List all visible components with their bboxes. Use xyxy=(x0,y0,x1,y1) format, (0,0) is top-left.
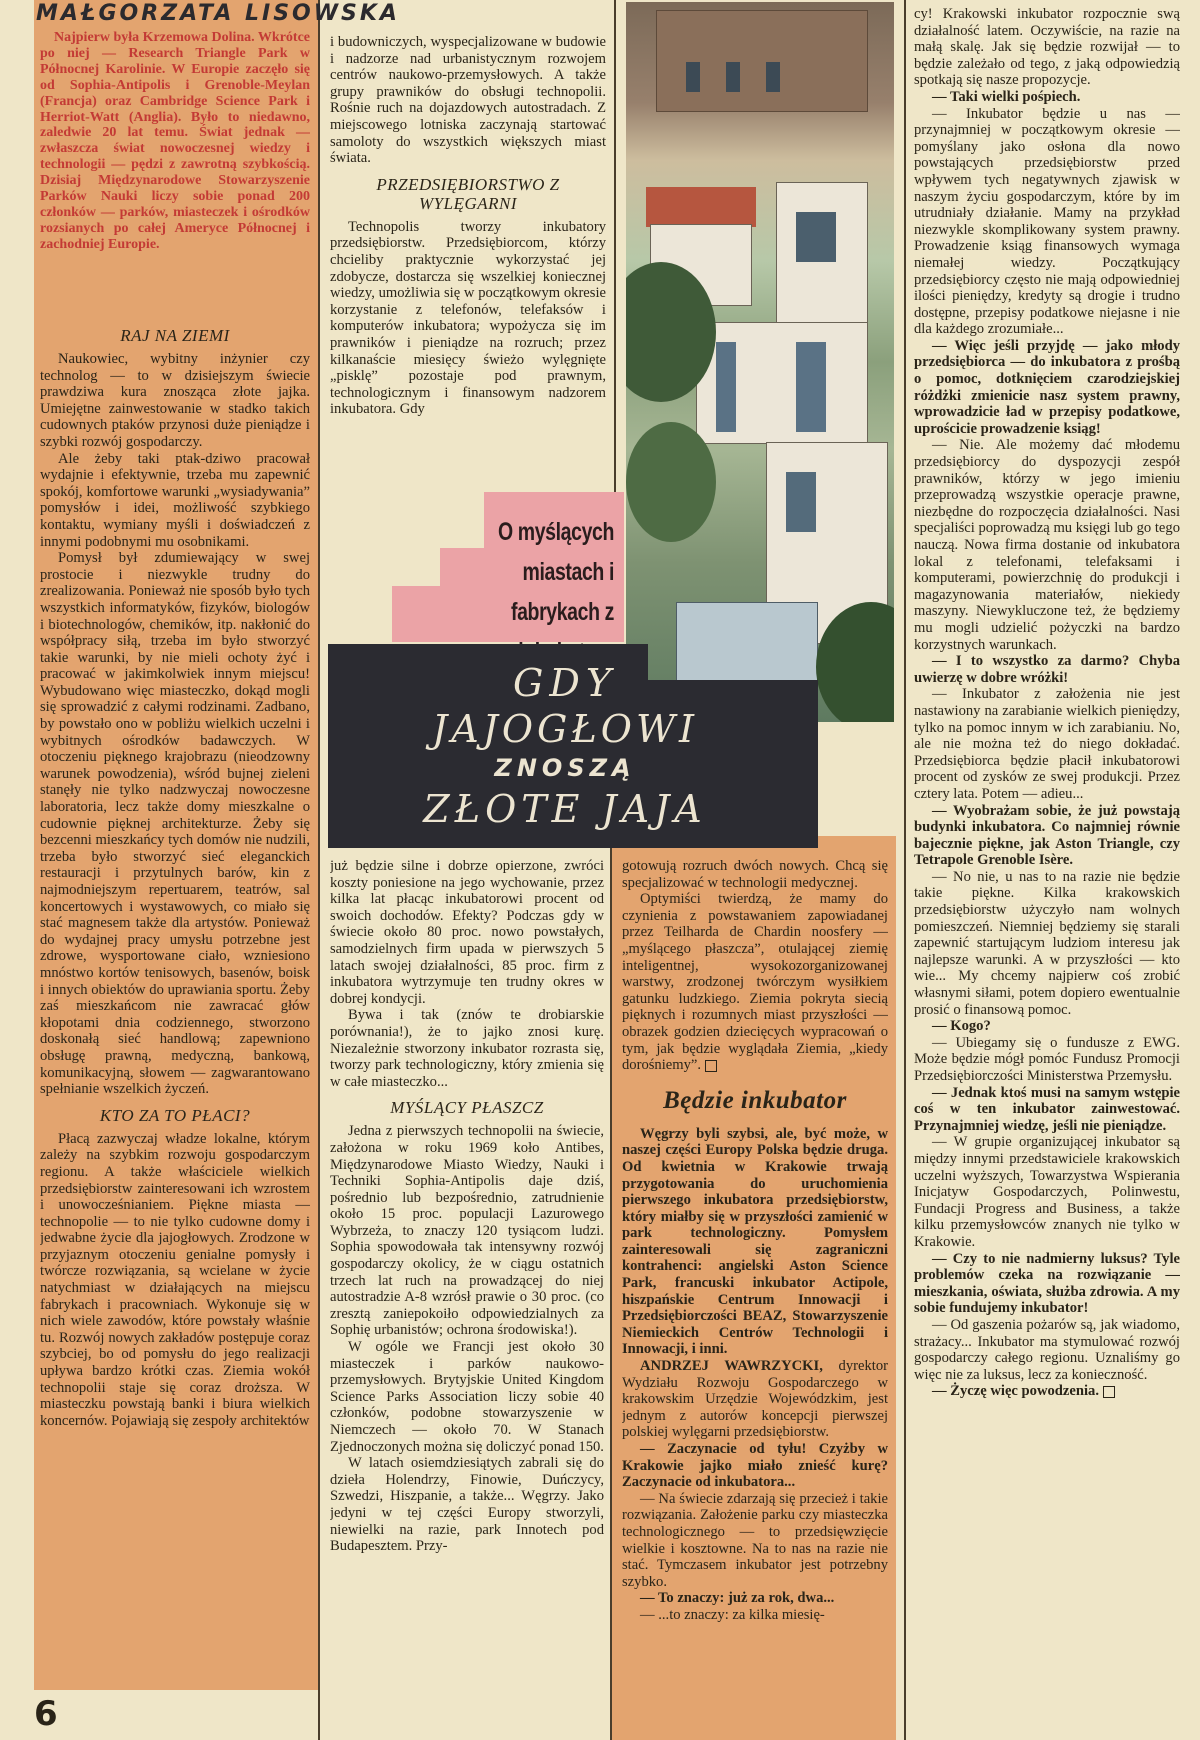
answer xyxy=(914,1317,1180,1383)
question xyxy=(914,803,1180,869)
paragraph-text: — Jednak ktoś musi na samym wstępie coś w ten inkubator zainwestować. Przynajmniej wiedzę, jeśli nie pieniądze. xyxy=(914,1084,1180,1134)
paragraph-text: cy! Krakowski inkubator rozpocznie swą działalność latem. Oczywiście, na razie na małą skalę. Jak się będzie rozwijał — to będzie zależało od tego, z jaką odpowiedzią spotkają się nasze propozycje. xyxy=(914,6,1180,89)
paragraph: Jedna z pierwszych technopolii na świecie, założona w roku 1969 koło Antibes, Międzynarodowe Miasto Wiedzy, Nauki i Techniki Sophia-Antipolis daje dziś, pośrednio lub bezpośrednio, zatrudnienie około 15 proc. populacji Lazurowego Wybrzeża, to znaczy 120 tysiącom ludzi. Sophia spowodowała tak intensywny rozwój gospodarczy okolicy, że w ciągu ostatnich trzech lat ruch na prowadzącej do niej autostradzie A-8 wzrósł prawie o 30 proc. (co zresztą zaniepokoiło odpowiedzialnych za Sophię urbanistów; ochrona środowiska!). xyxy=(330,1123,604,1339)
author-byline: MAŁGORZATA LISOWSKA xyxy=(36,1,400,26)
paragraph-text: — Ubiegamy się o fundusze z EWG. Może będzie mógł pomóc Fundusz Promocji Przedsiębiorczości Ministerstwa Przemysłu. xyxy=(914,1034,1180,1084)
paragraph-text: — No nie, u nas to na razie nie będzie takie piękne. Kilka krakowskich przedsiębiorstw użyczyło nam wolnych pomieszczeń. Niemniej będziemy się starali zapewnić startującym ludziom interesu jak najlepsze warunki. A w przyszłości — kto wie... My chcemy najpierw coś zrobić własnymi siłami, potem dopiero ewentualnie prosić o finansową pomoc. xyxy=(914,868,1180,1018)
answer xyxy=(914,1035,1180,1085)
question xyxy=(914,89,1180,106)
question xyxy=(914,1383,1180,1400)
paragraph-text: — Wyobrażam sobie, że już powstają budynki inkubatora. Co najmniej równie bajecznie piękne, jak Aston Triangle, czy Tetrapole Grenoble Isère. xyxy=(914,802,1180,869)
paragraph: Pomysł był zdumiewający w swej prostocie i niezwykle trudny do zrealizowania. Ponieważ nie sposób było tych wszystkich informatyków, fizyków, biologów i biotechnologów, chemików, itp. nakłonić do współpracy siłą, trzeba im było stworzyć takie warunki, by nie mieli ochoty żyć i pracować w jakimkolwiek innym miejscu! Wybudowano więc miasteczko, dokąd mogli się sprowadzić z całymi rodzinami. Zadbano, by powstało ono w pobliżu wielkich uczelni i wybitnych ośrodków badawczych. W otoczeniu pięknego krajobrazu (nieodzowny warunek powodzenia), wśród bujnej zieleni stanęły nie tylko nadzwyczaj nowoczesne laboratoria, lecz także domy mieszkalne o cudownie pięknej architekturze. Żeby się bezcenni mieszkańcy tych domów nie nudzili, trzeba było stworzyć sieć eleganckich restauracji i przytulnych barów, kin z najmodniejszym repertuarem, teatrów, sal koncertowych i wystawowych, co miało się stać magnesem także dla artystów. Ponieważ do wydajnej pracy umysłu potrzebne jest zdrowe, wysportowane ciało, wzniesiono mnóstwo kortów tenisowych, basenów, boisk i innych obiektów do uprawiania sportu. Żeby zaś mieszkańcom nie zawracać głów kłopotami dnia codziennego, stworzono doskonałą sieć handlową; zapewniono obsługę prawną, medyczną, bankową, komunikacyjną, słowem — zagwarantowano spełnianie wszelkich życzeń. xyxy=(40,550,310,1098)
column-2-bottom xyxy=(330,858,604,1690)
question xyxy=(914,1018,1180,1035)
column-rule xyxy=(904,0,906,1740)
paragraph: W ogóle we Francji jest około 30 miasteczek i parków naukowo-przemysłowych. Brytyjskie United Kingdom Science Parks Association liczy sobie 40 członków, podobne stowarzyszenie w Niemczech — około 70. W Stanach Zjednoczonych można się doliczyć ponad 150. xyxy=(330,1339,604,1455)
answer xyxy=(914,869,1180,1018)
answer xyxy=(914,106,1180,338)
answer: — ...to znaczy: za kilka miesię- xyxy=(640,1606,825,1623)
headline-line: JAJOGŁOWI xyxy=(431,707,699,751)
answer xyxy=(914,6,1180,89)
page-number: 6 xyxy=(34,1694,58,1734)
paragraph-text: — Więc jeśli przyjdę — jako młody przedsiębiorca — do inkubatora z prośbą o pomoc, dotknięciem czarodziejskiej różdżki zmienicie nasz system prawny, wprowadzicie ład w przepisy podatkowe, uprościcie prowadzenie ksiąg! xyxy=(914,337,1180,437)
question xyxy=(914,1251,1180,1317)
column-rule xyxy=(318,0,320,1740)
subheading: RAJ NA ZIEMI xyxy=(120,326,230,345)
paragraph: Technopolis tworzy inkubatory przedsiębiorstw. Przedsiębiorcom, którzy chcieliby praktycznie wykorzystać jej zdobycze, dostarcza się wszelkiej koniecznej wiedzy, umożliwia się w początkowym okresie korzystanie z telefonów, telefaksów i komputerów inkubatora; wypożycza się im prawników i pieniądze na rozruch; przez kilkanaście miesięcy świeżo wylęgnięte „pisklę” pozostaje pod prawnym, technologicznym i finansowym nadzorem inkubatora. Gdy xyxy=(330,218,606,418)
column-rule xyxy=(610,836,612,1740)
headline-line: ZNOSZĄ xyxy=(494,754,636,782)
paragraph-text: — Nie. Ale możemy dać młodemu przedsiębiorcy do dyspozycji zespół prawników, którzy w jego imieniu przeprowadzą wszystkie operacje prawne, niezbędne do rozpoczęcia działalności. Nasi specjaliści poprowadzą mu księgi lub go tego nauczą. Nowa firma dostanie od inkubatora lokal z telefonami, telefaksami i komputerami, powierzchnię do produkcji i magazynowania materiałów, niekiedy maszyny. Niewykluczone też, że będziemy mu mogli udzielić pożyczki na bardzo korzystnych warunkach. xyxy=(914,437,1180,653)
interviewee-name: ANDRZEJ WAWRZYCKI, xyxy=(640,1358,823,1375)
subheading: MYŚLĄCY PŁASZCZ xyxy=(390,1098,544,1118)
subheading: KTO ZA TO PŁACI? xyxy=(99,1105,251,1125)
paragraph: Ale żeby taki ptak-dziwo pracował wydajnie i efektywnie, trzeba mu zapewnić spokój, komfortowe warunki „wysiadywania” pomysłów i idei, możliwość szybkiego kontaktu, wymiany myśli i doświadczeń z innymi podobnymi mu osobnikami. xyxy=(40,450,310,550)
paragraph-text: — W grupie organizującej inkubator są między innymi przedstawiciele krakowskich uczelni wyższych, Towarzystwa Wspierania Inicjatyw Gospodarczych, Polinwestu, Fundacji Progress and Business, a także kilku przemysłowców znanych nie tylko w Krakowie. xyxy=(914,1134,1180,1250)
question xyxy=(914,338,1180,438)
paragraph: Płacą zazwyczaj władze lokalne, którym zależy na szybkim rozwoju gospodarczym regionu. A także właściciele wielkich przedsiębiorstw zainteresowani ich wzrostem i unowocześnianiem. Piękne miasta — technopolie — to nie tylko cudowne domy i jedwabne życie dla jajogłowych. Zrodzone w przyjaznym otoczeniu genialne pomysły i twórcze rozwiązania, są wcielane w życie natychmiast w działających na miejscu fabrykach i pracowniach. Wykonuje się w nich wiele zawodów, które powstały właśnie tu. Rozwój nowych zakładów postępuje coraz szybciej, bo od pomysłu do jego realizacji upływa bardzo krótki czas. Ziemia wokół technopolii staje się coraz droższa. W miasteczku powstają banki i biura wielkich koncernów. Pojawiają się zespoły architektów xyxy=(40,1130,310,1429)
paragraph: W latach osiemdziesiątych zabrali się do dzieła Holendrzy, Finowie, Duńczycy, Szwedzi, Hiszpanie, a także... Węgrzy. Jako jedyni w tej części Europy stworzyli, niewielki na razie, park Innotech pod Budapesztem. Przy- xyxy=(330,1455,604,1555)
paragraph-text: — I to wszystko za darmo? Chyba uwierzę w dobre wróżki! xyxy=(914,653,1180,686)
paragraph: gotowują rozruch dwóch nowych. Chcą się specjalizować w technologii medycznej. xyxy=(622,858,888,891)
question: — Zaczynacie od tyłu! Czyżby w Krakowie jajko miało znieść kurę? Zaczynacie od inkubatora... xyxy=(622,1441,888,1491)
answer xyxy=(914,1134,1180,1250)
paragraph-text: Optymiści twierdzą, że mamy do czynienia z powstawaniem zapowiadanej przez Teilharda de Chardin noosfery — „myślącego płaszcza”, otulającej ziemię inteligentnej, wysokozorganizowanej warstwy, zrodzonej twórczym wysiłkiem gatunku ludzkiego. Ziemia pokryta siecią pięknych i rozumnych miast przyszłości — obrazek godzien dziecięcych wypracowań o tym, jak będzie wyglądała Ziemia, „kiedy dorośniemy”. xyxy=(622,891,888,1074)
paragraph-text: — Od gaszenia pożarów są, jak wiadomo, strażacy... Inkubator ma stymulować rozwój gospodarczy całego regionu. Uznaliśmy go więc nie za luksus, lecz za konieczność. xyxy=(914,1316,1180,1383)
answer xyxy=(914,686,1180,802)
answer: — Na świecie zdarzają się przecież i takie rozwiązania. Założenie parku czy miasteczka technologicznego — to przedsięwzięcie wielkie i kosztowne. Na to nas na razie nie stać. Tymczasem inkubator jest potrzebny szybko. xyxy=(622,1490,888,1590)
headline xyxy=(330,660,800,834)
question xyxy=(914,1085,1180,1135)
paragraph-text: — Kogo? xyxy=(932,1018,991,1035)
section-title: Będzie inkubator xyxy=(663,1086,847,1114)
paragraph xyxy=(622,1358,888,1441)
headline-line: GDY xyxy=(513,661,617,705)
lead-text: Najpierw była Krzemowa Dolina. Wkrótce po niej — Research Triangle Park w Północnej Karolinie. W Europie zaczęło się od Sophia-Antipolis i Grenoble-Meylan (Francja) oraz Cambridge Science Park i Herriot-Watt (Anglia). Było to niedawno, zaledwie 20 lat temu. Świat jednak — zwłaszcza świat nowoczesnej wiedzy i technologii — pędzi z zawrotną szybkością. Dzisiaj Międzynarodowe Stowarzyszenie Parków Nauki liczy sobie ponad 200 członków — parków, miasteczek i ośrodków rozsianych po całej Ameryce Północnej i zachodniej Europie. xyxy=(40,30,310,252)
headline-line: ZŁOTE JAJA xyxy=(423,787,707,831)
column-4 xyxy=(914,6,1180,1690)
subheading: PRZEDSIĘBIORSTWO Z WYLĘGARNI xyxy=(376,174,560,213)
paragraph-text: — Inkubator będzie u nas — przynajmniej w początkowym okresie — pomyślany jako osłona dla nowo powstających przedsiębiorstw przed wpływem tych negatywnych zjawisk w naszym życiu gospodarczym, które by im utrudniały działanie. Mamy na przykład niezwykle skomplikowany system prawny. Prowadzenie ksiąg finansowych wymaga niemałej wiedzy. Początkujący przedsiębiorcy często nie mają odpowiedniej ilości pieniędzy, kredyty są drogie i trudno dostępne, przepisy podatkowe niejasne i nie dla każdego zrozumiałe... xyxy=(914,105,1180,338)
end-mark-icon xyxy=(1103,1386,1115,1398)
answer xyxy=(914,437,1180,653)
paragraph-text: — Czy to nie nadmierny luksus? Tyle problemów czeka na rozwiązanie — mieszkania, oświata, służba zdrowia. A my sobie fundujemy inkubator! xyxy=(914,1250,1180,1317)
paragraph: Węgrzy byli szybsi, ale, być może, w naszej części Europy Polska będzie druga. Od kwietnia w Krakowie trwają przygotowania do uruchomienia pierwszego inkubatora przedsiębiorstw, który miałby się w przyszłości zamienić w park technologiczny. Pomysłem zainteresowali się zagraniczni kontrahenci: angielski Aston Science Park, francuski inkubator Actipole, hiszpańskie Centrum Innowacji i Przedsiębiorczości BEAZ, Stowarzyszenie Niemieckich Centrów Technologii i Innowacji, i inni. xyxy=(622,1125,888,1358)
paragraph-text: — Życzę więc powodzenia. xyxy=(932,1383,1099,1400)
paragraph: i budowniczych, wyspecjalizowane w budowie i nadzorze nad urbanistycznym rozwojem centrów naukowo-przemysłowych. A także grupy prawników do obsługi technopolii. Rośnie ruch na dojazdowych autostradach. Z miejscowego lotniska zaczynają startować samoloty do wszystkich większych miast świata. xyxy=(330,34,606,167)
paragraph: Bywa i tak (znów te drobiarskie porównania!), że to jajko znosi kurę. Niezależnie stworzony inkubator rozrasta się, tworzy park technologiczny, który zmienia się w całe miasteczko... xyxy=(330,1007,604,1090)
end-mark-icon xyxy=(705,1060,717,1072)
paragraph-text: — Inkubator z założenia nie jest nastawiony na zarabianie wielkich pieniędzy, tylko na pomoc innym w ich zarabianiu. No, ale nie można też do niego dokładać. Przedsiębiorca będzie płacił inkubatorowi procent od zysków ze swej produkcji. Przez cztery lata. Potem — adieu... xyxy=(914,686,1180,802)
paragraph: już będzie silne i dobrze opierzone, zwróci koszty poniesione na jego wychowanie, przez kilka lat płacąc inkubatorowi procent od swoich dochodów. Efekty? Podczas gdy w świecie około 80 proc. nowo powstałych, samodzielnych firm upada w pierwszych 5 latach swojej działalności, 85 proc. firm z inkubatora wytrzymuje ten trudny okres w dobrej kondycji. xyxy=(330,858,604,1007)
question xyxy=(914,653,1180,686)
column-2-top xyxy=(330,34,606,464)
column-rule xyxy=(614,0,616,492)
kicker-title: O myślących miastach i fabrykach z xyxy=(497,518,614,626)
column-1 xyxy=(40,318,310,1690)
paragraph xyxy=(622,891,888,1074)
paragraph-text: dyrektor Wydziału Rozwoju Gospodarczego w krakowskim Urzędzie Wojewódzkim, jest jednym z autorów koncepcji pierwszej polskiej wylęgarni przedsiębiorstw. xyxy=(622,1358,888,1441)
lead-paragraph xyxy=(40,30,310,315)
paragraph: Naukowiec, wybitny inżynier czy technolog — to w dzisiejszym świecie prawdziwa kura znosząca złote jajka. Umiejętne zainwestowanie w stadko takich cudownych ptaków przynosi duże pieniądze i szybki rozwój gospodarczy. xyxy=(40,351,310,450)
architecture-photo xyxy=(626,2,894,722)
column-3 xyxy=(622,858,888,1690)
question: — To znaczy: już za rok, dwa... xyxy=(640,1590,835,1607)
paragraph-text: — Taki wielki pośpiech. xyxy=(932,88,1081,105)
